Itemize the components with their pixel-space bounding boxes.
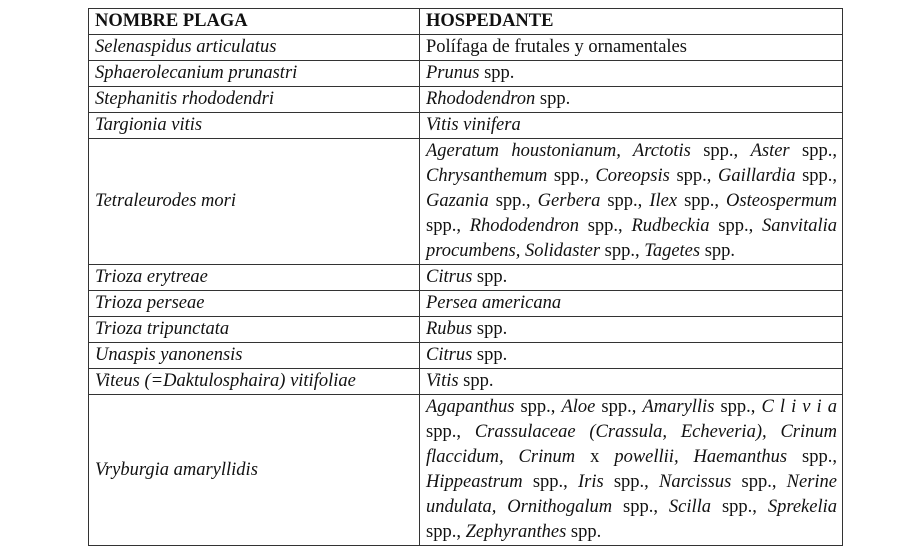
host-text-segment: spp.: [479, 63, 515, 83]
host-text-segment: Persea americana: [426, 293, 562, 313]
host-text-segment: spp.,: [731, 472, 787, 492]
host-text-segment: Narcissus: [659, 472, 732, 492]
host-text-segment: Sprekelia: [767, 497, 838, 517]
host-text-segment: spp.,: [677, 191, 727, 211]
pest-name: Trioza tripunctata: [95, 319, 230, 339]
host-text-segment: Coreopsis: [595, 166, 670, 186]
pest-name: Vryburgia amaryllidis: [95, 459, 258, 480]
pest-name-cell: [89, 139, 420, 265]
table-row: [89, 265, 843, 291]
pest-name: Viteus (=Daktulosphaira) vitifoliae: [95, 371, 356, 391]
host-text-segment: Aster: [750, 141, 790, 161]
host-text-segment: spp.: [472, 267, 508, 287]
table-body: [89, 35, 843, 546]
host-text-segment: Rhododendron: [426, 89, 536, 109]
host-cell: [420, 35, 843, 61]
host-text-segment: Gaillardia: [718, 166, 796, 186]
host-text-segment: spp.,: [709, 216, 762, 236]
host-text-segment: Prunus: [426, 63, 480, 83]
host-text-segment: spp.,: [669, 166, 719, 186]
host-text-segment: spp.: [566, 522, 602, 542]
pest-name-cell: [89, 35, 420, 61]
host-text-segment: Iris: [577, 472, 604, 492]
table-row: [89, 395, 843, 546]
host-text-segment: Polífaga de frutales y ornamentales: [426, 37, 687, 57]
host-text-segment: Rudbeckia: [631, 216, 710, 236]
table-row: [89, 369, 843, 395]
host-text-segment: Scilla: [668, 497, 712, 517]
table-row: [89, 291, 843, 317]
host-cell: [420, 113, 843, 139]
host-text-segment: Vitis vinifera: [426, 115, 521, 135]
pest-name: Selenaspidus articulatus: [95, 37, 277, 57]
host-text-segment: spp.,: [595, 397, 643, 417]
table-row: [89, 35, 843, 61]
pest-name: Unaspis yanonensis: [95, 345, 243, 365]
host-cell: [420, 317, 843, 343]
host-text-segment: Gerbera: [537, 191, 601, 211]
host-text-segment: Gazania: [426, 191, 489, 211]
host-cell: [420, 61, 843, 87]
table-row: [89, 343, 843, 369]
host-text-segment: spp.,: [426, 216, 470, 236]
host-text-segment: Amaryllis: [642, 397, 715, 417]
pest-name: Targionia vitis: [95, 115, 203, 135]
host-text-segment: spp.,: [711, 497, 768, 517]
host-text-segment: spp.,: [578, 216, 632, 236]
header-row: [89, 9, 843, 35]
pest-name: Stephanitis rhododendri: [95, 89, 275, 109]
host-text-segment: spp.,: [547, 166, 596, 186]
header-host: HOSPEDANTE: [420, 9, 843, 35]
table-row: [89, 61, 843, 87]
host-text-segment: Tagetes: [644, 241, 701, 261]
host-text-segment: Agapanthus: [426, 397, 515, 417]
host-text-segment: Nerine undulata, Ornithogalum: [426, 472, 838, 517]
host-text-segment: powellii, Haemanthus: [614, 447, 788, 467]
table-row: [89, 87, 843, 113]
host-text-segment: Citrus: [426, 267, 473, 287]
host-text-segment: spp.,: [612, 497, 669, 517]
host-text-segment: Sanvitalia procumbens, Solidaster: [426, 216, 837, 261]
host-text-segment: spp.,: [795, 166, 838, 186]
host-text-segment: Rhododendron: [469, 216, 579, 236]
pest-name-cell: [89, 369, 420, 395]
host-text-segment: Citrus: [426, 345, 473, 365]
host-text-segment: Hippeastrum: [426, 472, 523, 492]
host-text-segment: spp.,: [603, 472, 660, 492]
host-text-segment: spp.,: [714, 397, 762, 417]
table-row: [89, 139, 843, 265]
pest-name-cell: [89, 395, 420, 546]
host-cell: [420, 369, 843, 395]
pest-name-cell: [89, 87, 420, 113]
host-text-segment: spp.,: [600, 241, 645, 261]
pest-name: Tetraleurodes mori: [95, 191, 236, 211]
host-text-segment: Ilex: [649, 191, 678, 211]
pest-name: Trioza perseae: [95, 293, 205, 313]
host-text-segment: spp.: [472, 345, 508, 365]
pest-name-cell: [89, 343, 420, 369]
host-cell: [420, 139, 843, 265]
host-text-segment: Aloe: [561, 397, 596, 417]
host-text-segment: Rubus: [426, 319, 473, 339]
host-text-segment: Chrysanthemum: [426, 166, 548, 186]
host-text-segment: Osteospermum: [726, 191, 838, 211]
table-row: [89, 113, 843, 139]
host-text-segment: spp.,: [690, 141, 751, 161]
host-text-segment: spp.: [472, 319, 508, 339]
host-text-segment: spp.,: [514, 397, 562, 417]
pest-name: Trioza erytreae: [95, 267, 208, 287]
host-text-segment: spp.: [458, 371, 494, 391]
pest-name-cell: [89, 113, 420, 139]
host-cell: [420, 87, 843, 113]
host-text-segment: Zephyranthes: [465, 522, 567, 542]
host-text-segment: spp.: [535, 89, 571, 109]
host-text-segment: spp.,: [522, 472, 578, 492]
host-text-segment: Vitis: [426, 371, 459, 391]
host-text-segment: spp.,: [600, 191, 650, 211]
host-text-segment: spp.: [700, 241, 736, 261]
pest-host-table: [88, 8, 843, 546]
host-text-segment: spp.,: [426, 522, 466, 542]
pest-name: Sphaerolecanium prunastri: [95, 63, 298, 83]
pest-name-cell: [89, 265, 420, 291]
host-text-segment: x: [575, 447, 615, 467]
pest-name-cell: [89, 317, 420, 343]
host-cell: [420, 291, 843, 317]
host-text-segment: Crassulaceae (Crassula, Echeveria), Crinum flaccidum, Crinum: [426, 422, 838, 467]
host-cell: [420, 343, 843, 369]
host-text-segment: spp.,: [789, 141, 837, 161]
host-cell: [420, 265, 843, 291]
table-row: [89, 317, 843, 343]
pest-name-cell: [89, 61, 420, 87]
host-text-segment: Ageratum houstonianum, Arctotis: [426, 141, 691, 161]
host-text-segment: spp.,: [787, 447, 838, 467]
pest-name-cell: [89, 291, 420, 317]
header-pest-name: NOMBRE PLAGA: [89, 9, 420, 35]
host-text-segment: C l i v i a: [761, 397, 838, 417]
host-text-segment: spp.,: [488, 191, 538, 211]
host-text-segment: spp.,: [426, 422, 475, 442]
host-cell: [420, 395, 843, 546]
